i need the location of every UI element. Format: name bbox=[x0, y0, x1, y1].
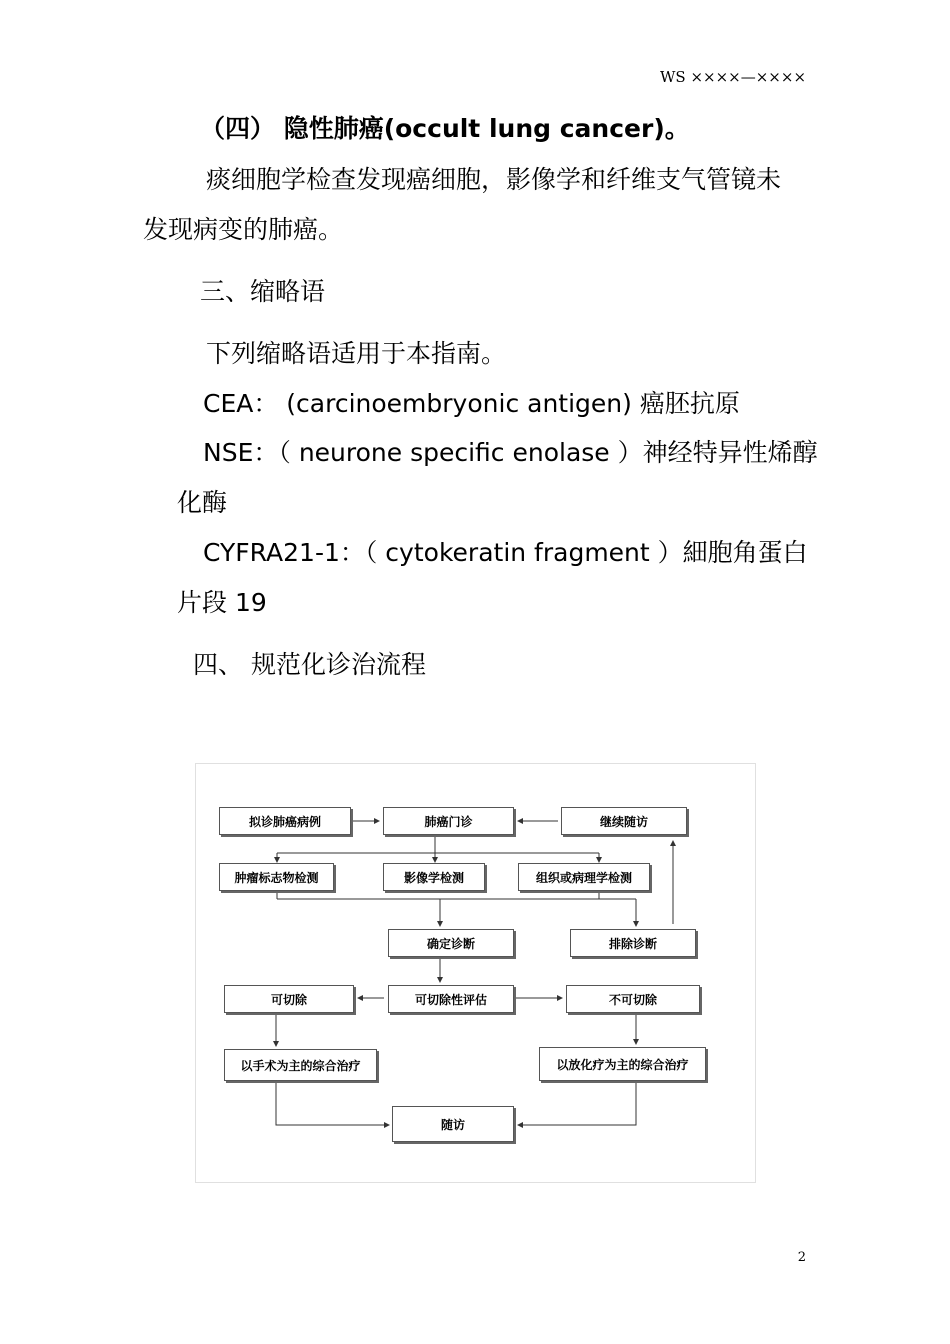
abbreviation-nse-cont: 化酶 bbox=[177, 488, 228, 517]
box-pathology-test: 组织或病理学检测 bbox=[518, 863, 650, 891]
box-tumor-marker-test: 肿瘤标志物检测 bbox=[219, 863, 334, 891]
box-imaging-test: 影像学检测 bbox=[383, 863, 485, 891]
box-surgery-based-treatment: 以手术为主的综合治疗 bbox=[224, 1049, 377, 1081]
box-suspected-case: 拟诊肺癌病例 bbox=[219, 807, 351, 835]
section-heading-occult-lung-cancer: （四） 隐性肺癌(occult lung cancer)。 bbox=[200, 114, 690, 143]
paragraph-line: 发现病变的肺癌。 bbox=[143, 215, 344, 244]
section-heading-flow: 四、 规范化诊治流程 bbox=[193, 650, 426, 679]
abbreviation-cyfra: CYFRA21-1：（ cytokeratin fragment ）細胞角蛋白 bbox=[203, 538, 808, 567]
box-followup: 随访 bbox=[392, 1106, 514, 1142]
paragraph-line: 痰细胞学检查发现癌细胞，影像学和纤维支气管镜未 bbox=[206, 165, 782, 194]
box-radiochemo-based-treatment: 以放化疗为主的综合治疗 bbox=[539, 1047, 706, 1081]
box-confirmed-diagnosis: 确定诊断 bbox=[388, 929, 514, 957]
page-header: WS ××××—×××× bbox=[660, 68, 807, 86]
page-number: 2 bbox=[797, 1250, 806, 1265]
paragraph-line: 下列缩略语适用于本指南。 bbox=[206, 339, 507, 368]
abbreviation-nse: NSE：（ neurone specific enolase ）神经特异性烯醇 bbox=[203, 438, 818, 467]
box-lung-cancer-clinic: 肺癌门诊 bbox=[383, 807, 514, 835]
flowchart-figure bbox=[195, 763, 756, 1183]
box-continue-followup: 继续随访 bbox=[561, 807, 687, 835]
section-heading-abbreviations: 三、缩略语 bbox=[200, 277, 326, 306]
box-resectability-evaluation: 可切除性评估 bbox=[388, 985, 514, 1013]
box-resectable: 可切除 bbox=[224, 985, 354, 1013]
abbreviation-cea: CEA： (carcinoembryonic antigen) 癌胚抗原 bbox=[203, 389, 740, 418]
abbreviation-cyfra-cont: 片段 19 bbox=[177, 588, 267, 617]
box-excluded-diagnosis: 排除诊断 bbox=[570, 929, 696, 957]
box-unresectable: 不可切除 bbox=[566, 985, 700, 1013]
